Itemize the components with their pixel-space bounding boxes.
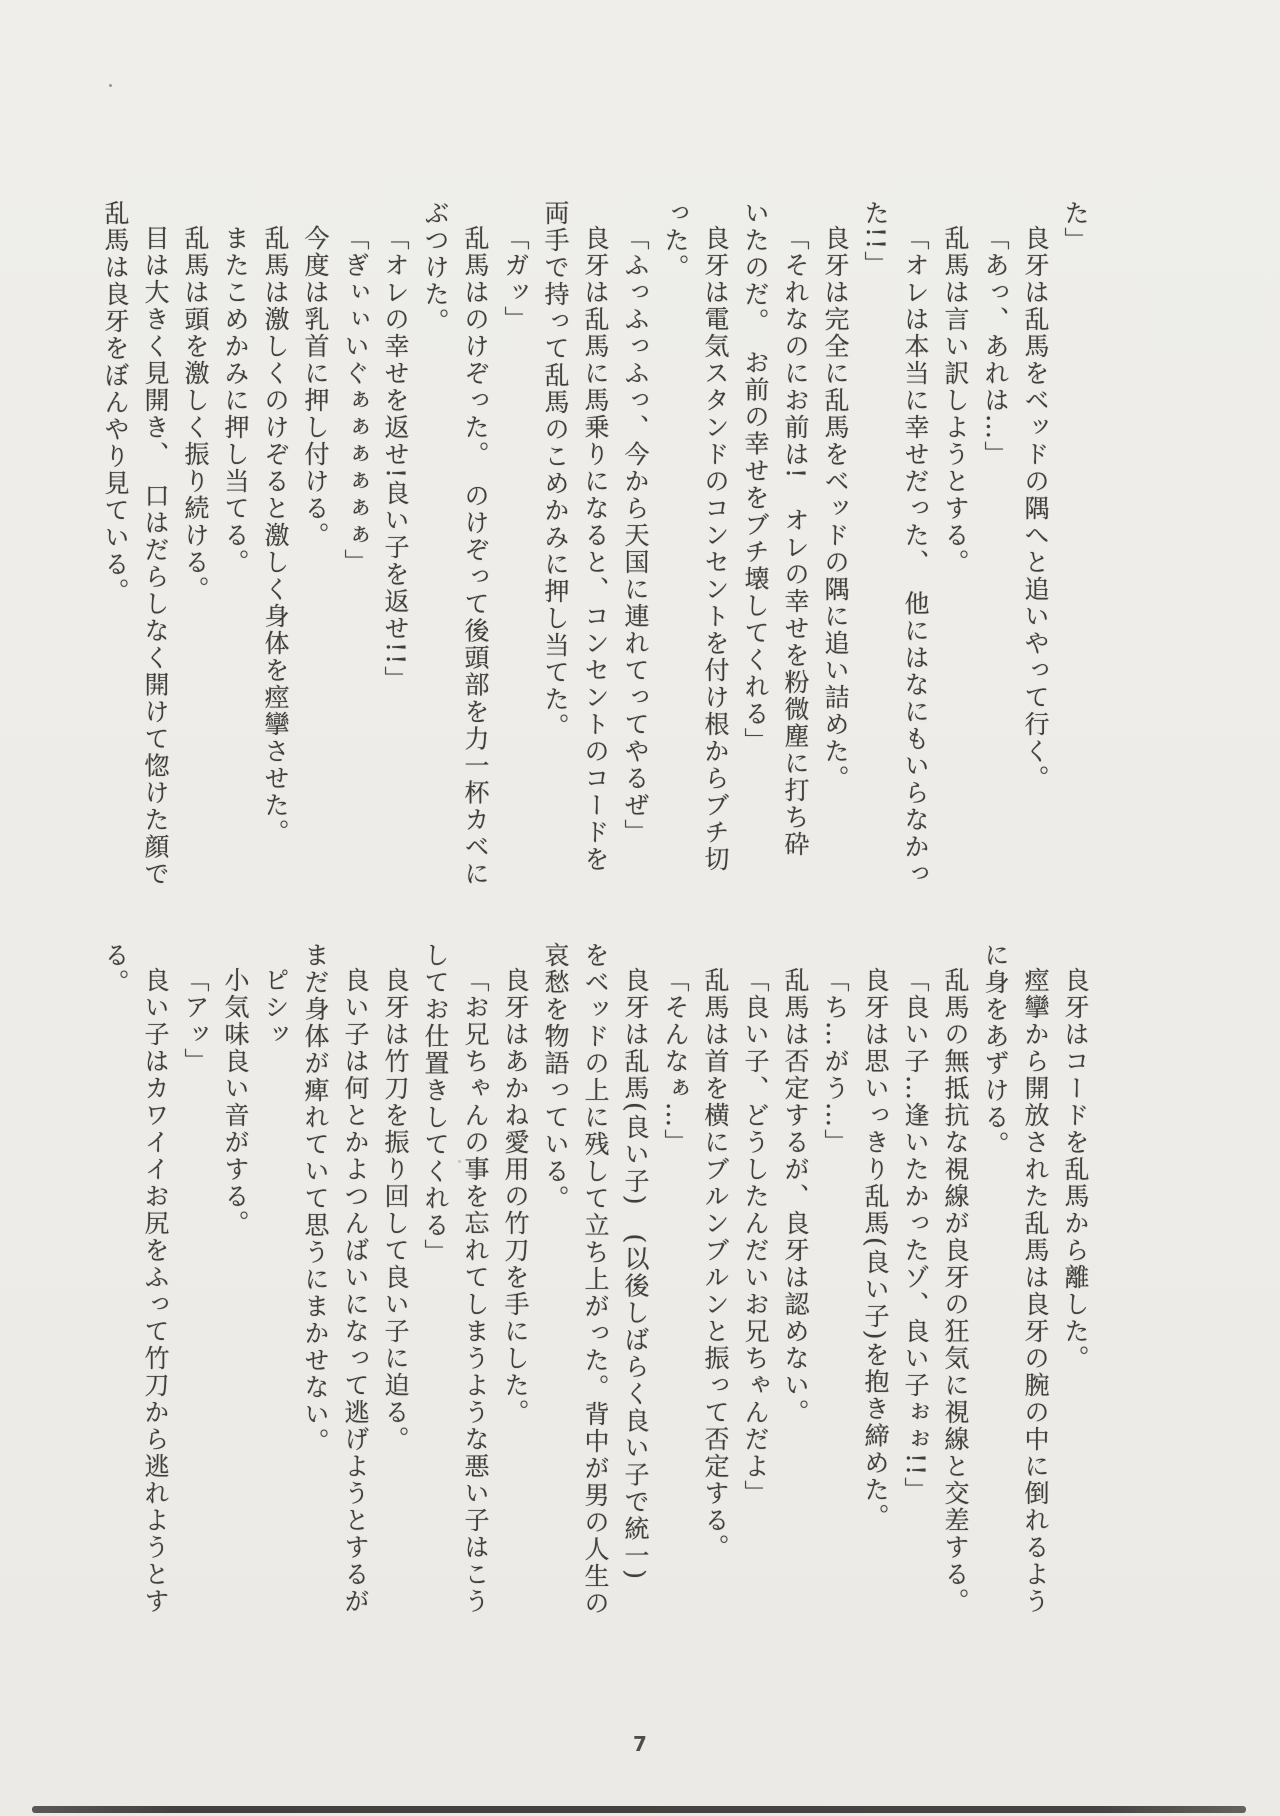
page-number: 7 xyxy=(633,1732,647,1756)
text-line: 目は大きく見開き、 口はだらしなく開けて惚けた顔で xyxy=(141,225,170,888)
text-line: 良牙は乱馬(良い子) (以後しばらく良い子で統一) xyxy=(621,967,650,1582)
text-line: 良牙は乱馬をベッドの隅へと追いやって行く。 xyxy=(1021,225,1050,792)
text-line: に身をあずける。 xyxy=(981,942,1010,1158)
text-line: ぶつけた。 xyxy=(421,200,450,335)
text-line: 良い子は何とかよつんばいになって逃げようとするが xyxy=(341,967,370,1615)
text-line: ピシッ xyxy=(261,967,290,1048)
text-line: った。 xyxy=(661,200,690,281)
text-line: 乱馬は頭を激しく振り続ける。 xyxy=(181,225,210,603)
text-line: 痙攣から開放された乱馬は良牙の腕の中に倒れるよう xyxy=(1021,967,1050,1615)
text-block-bottom xyxy=(95,942,1095,1682)
scan-speck-artifact xyxy=(458,1160,461,1163)
text-line: 「お兄ちゃんの事を忘れてしまうような悪い子はこう xyxy=(461,967,490,1615)
text-line: いたのだ。 お前の幸せをブチ壊してくれる」 xyxy=(741,200,770,755)
text-line: またこめかみに押し当てる。 xyxy=(221,225,250,576)
text-line: た!!」 xyxy=(861,200,890,279)
text-line: をベッドの上に残して立ち上がった。背中が男の人生の xyxy=(581,942,610,1617)
text-line: 乱馬はのけぞった。 のけぞって後頭部を力一杯カベに xyxy=(461,225,490,888)
text-line: た」 xyxy=(1061,200,1090,254)
text-line: 乱馬は激しくのけぞると激しく身体を痙攣させた。 xyxy=(261,225,290,846)
text-line: 「あっ、あれは…」 xyxy=(981,225,1010,468)
text-line: 良牙は電気スタンドのコンセントを付け根からブチ切 xyxy=(701,225,730,873)
text-line: 「アッ」 xyxy=(181,967,210,1075)
text-line: 両手で持って乱馬のこめかみに押し当てた。 xyxy=(541,200,570,740)
text-line: 今度は乳首に押し付ける。 xyxy=(301,225,330,549)
text-line: 哀愁を物語っている。 xyxy=(541,942,570,1212)
text-line: 「そんなぁ…」 xyxy=(661,967,690,1156)
text-line: る。 xyxy=(101,942,130,996)
text-line: 「それなのにお前は! オレの幸せを粉微塵に打ち砕 xyxy=(781,225,810,859)
text-line: 乱馬の無抵抗な視線が良牙の狂気に視線と交差する。 xyxy=(941,967,970,1615)
text-line: 「ふっふっふっ、今から天国に連れてってやるぜ」 xyxy=(621,225,650,846)
text-line: 良牙は完全に乱馬をベッドの隅に追い詰めた。 xyxy=(821,225,850,792)
text-line: 「良い子…逢いたかったゾ、良い子ぉぉ!!」 xyxy=(901,967,930,1505)
text-line: 「ぎぃぃいぐぁぁぁぁぁぁ」 xyxy=(341,225,370,576)
text-line: 「ガッ」 xyxy=(501,225,530,333)
text-line: 乱馬は言い訳しようとする。 xyxy=(941,225,970,576)
text-line: まだ身体が痺れていて思うにまかせない。 xyxy=(301,942,330,1455)
text-line: してお仕置きしてくれる」 xyxy=(421,942,450,1266)
scan-speck-artifact xyxy=(109,84,112,87)
text-line: 乱馬は否定するが、良牙は認めない。 xyxy=(781,967,810,1426)
text-line: 乱馬は良牙をぼんやり見ている。 xyxy=(101,200,130,605)
text-line: 良牙はコードを乱馬から離した。 xyxy=(1061,967,1090,1372)
scan-edge-artifact xyxy=(32,1806,1246,1813)
text-line: 「オレは本当に幸せだった、 他にはなにもいらなかっ xyxy=(901,225,930,888)
text-line: 良牙はあかね愛用の竹刀を手にした。 xyxy=(501,967,530,1426)
text-line: 良い子はカワイイお尻をふって竹刀から逃れようとす xyxy=(141,967,170,1615)
text-block-top xyxy=(95,200,1095,920)
text-line: 良牙は竹刀を振り回して良い子に迫る。 xyxy=(381,967,410,1453)
text-line: 良牙は思いっきり乱馬(良い子)を抱き締めた。 xyxy=(861,967,890,1531)
text-line: 良牙は乱馬に馬乗りになると、コンセントのコードを xyxy=(581,225,610,873)
text-line: 乱馬は首を横にブルンブルンと振って否定する。 xyxy=(701,967,730,1561)
text-line: 「ち…がう…」 xyxy=(821,967,850,1156)
text-line: 小気味良い音がする。 xyxy=(221,967,250,1237)
text-line: 「オレの幸せを返せ!良い子を返せ!!」 xyxy=(381,225,410,694)
text-line: 「良い子、どうしたんだいお兄ちゃんだよ」 xyxy=(741,967,770,1507)
